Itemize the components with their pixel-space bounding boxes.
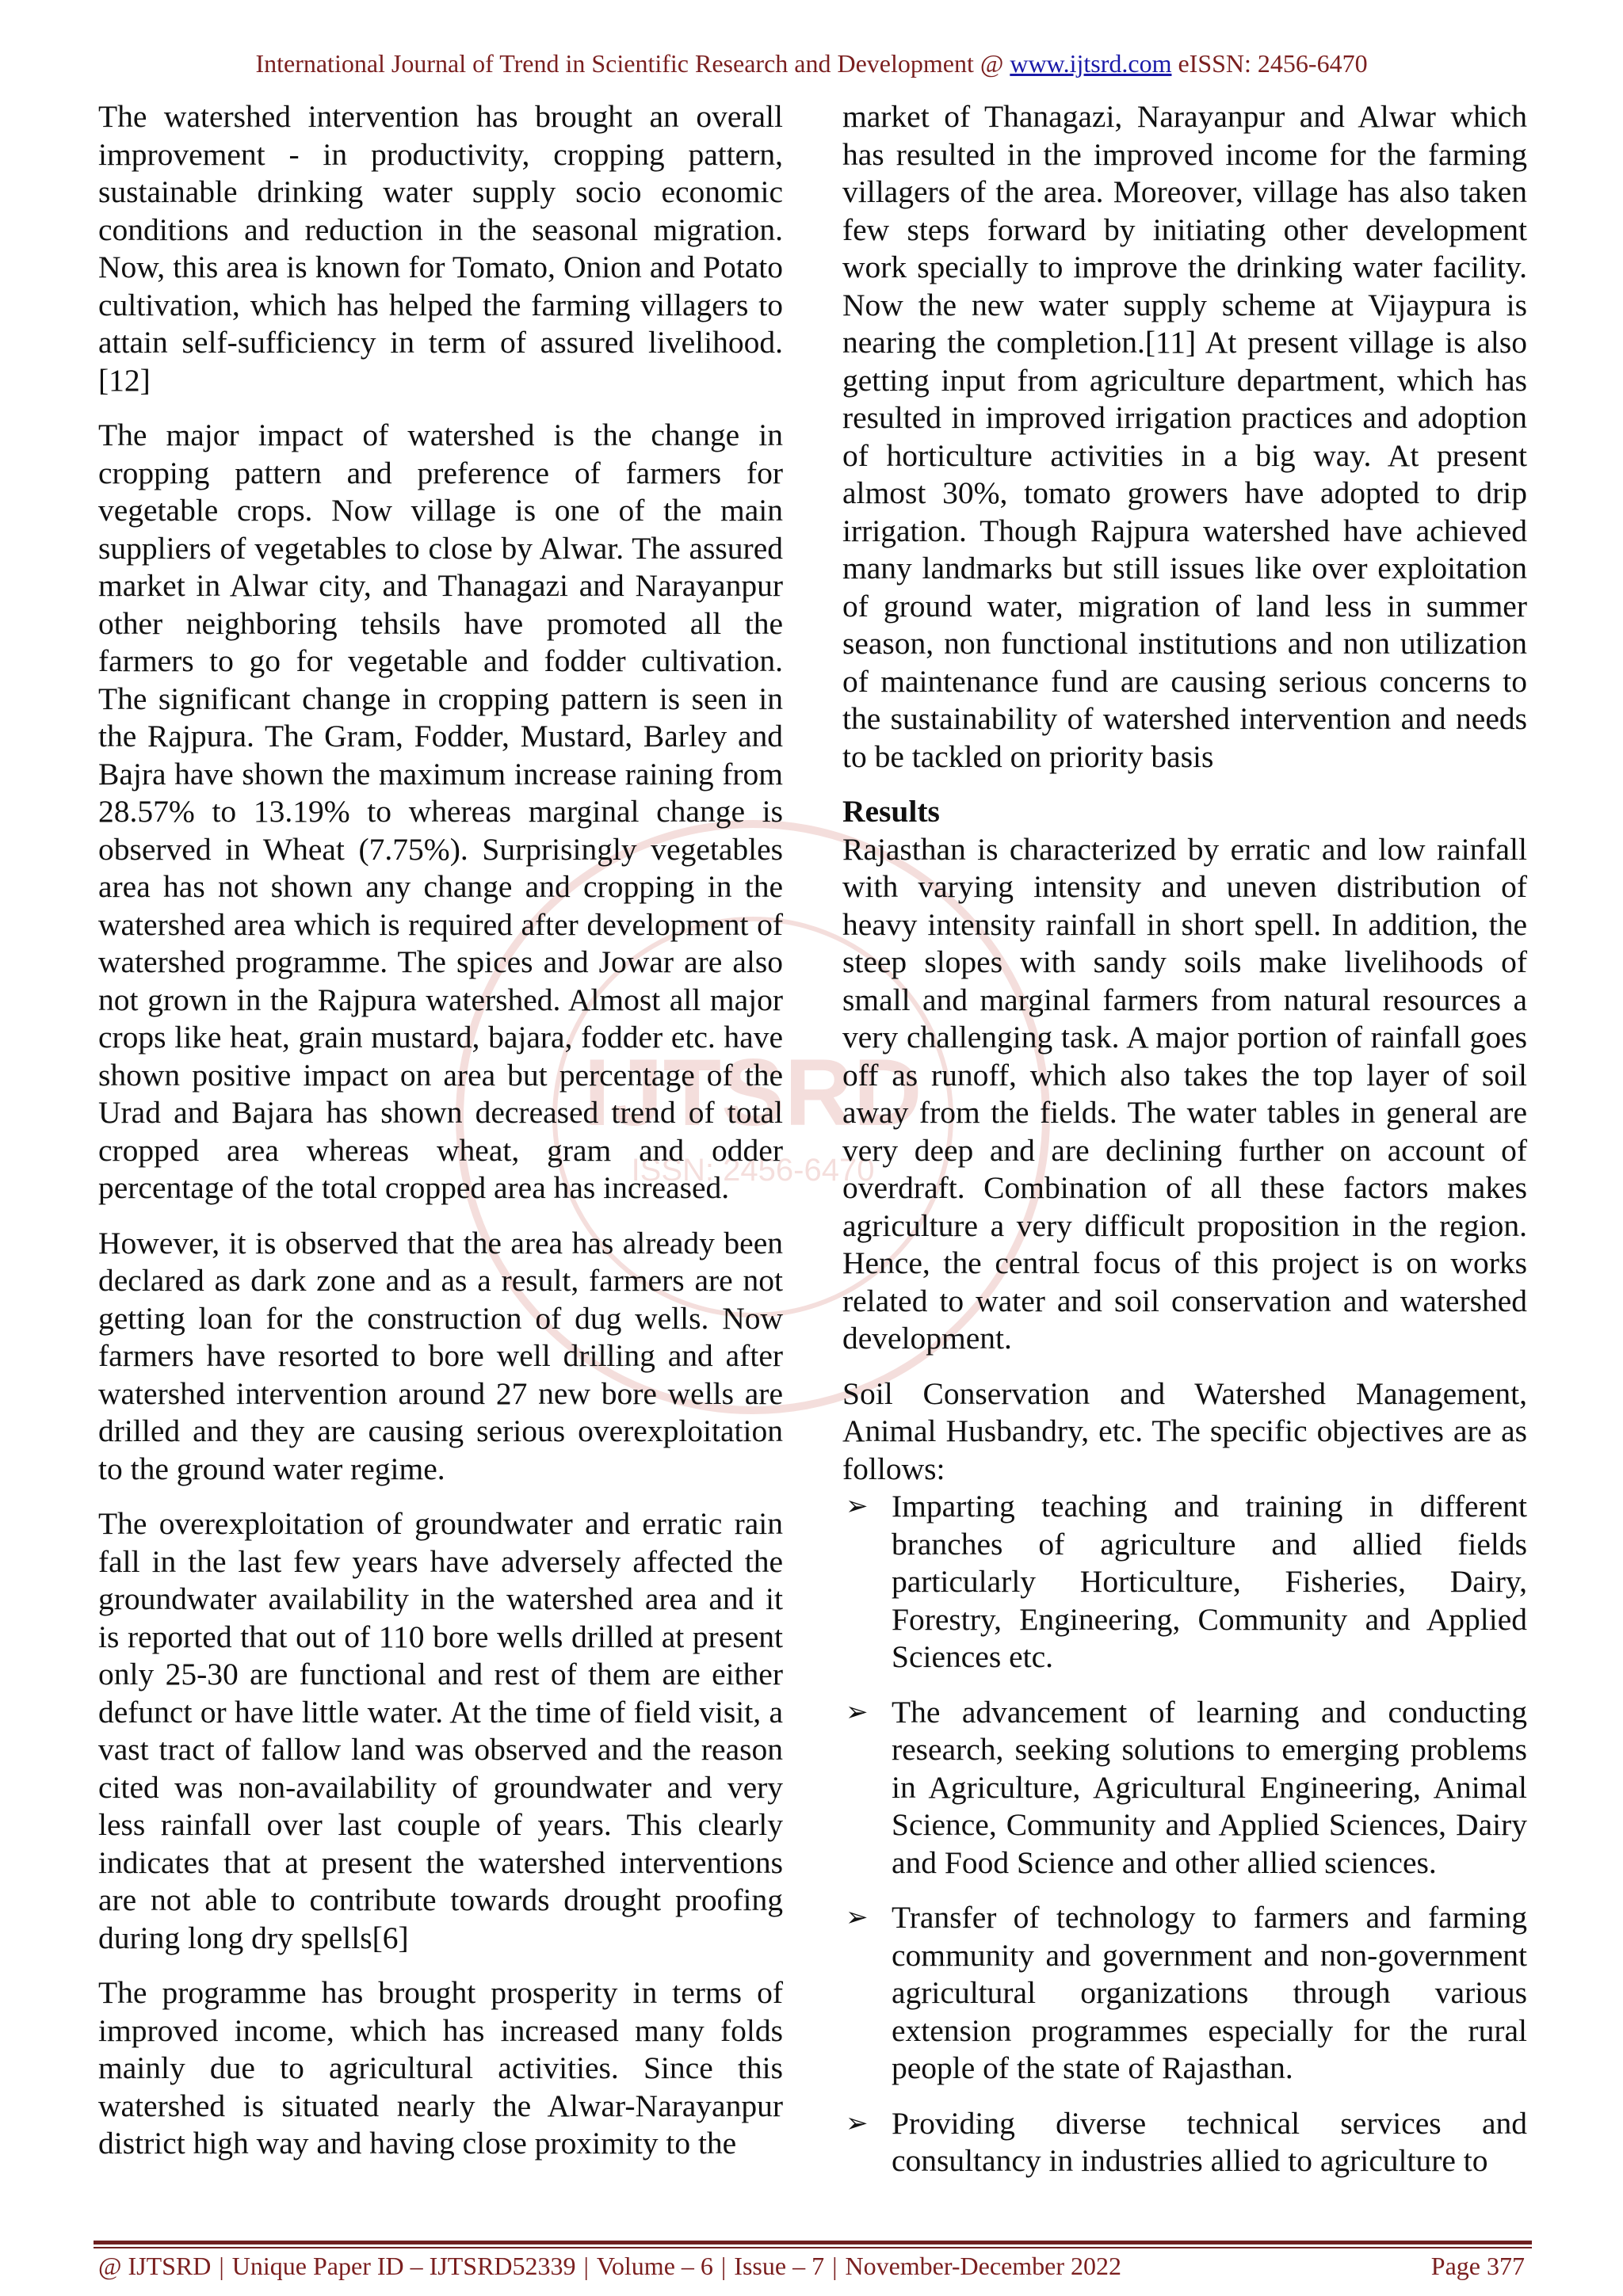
footer-divider-thin <box>94 2247 1532 2248</box>
footer-volume: Volume – 6 <box>596 2252 713 2280</box>
footer-meta: @ IJTSRD | Unique Paper ID – IJTSRD52339 | Volume – 6 | Issue – 7 | November-December 2022 <box>98 2252 1122 2280</box>
paragraph: The major impact of watershed is the change in cropping pattern and preference of farmers for vegetable crops. Now village is one of the main suppliers of vegetables to close by Alwar. The assured market in Alwar city, and Thanagazi and Narayanpur other neighboring tehsils have promoted all the farmers to go for vegetable and fodder cultivation. The significant change in cropping pattern is seen in the Rajpura. The Gram, Fodder, Mustard, Barley and Bajra have shown the maximum increase raining from 28.57% to 13.19% to whereas marginal change is observed in Wheat (7.75%). Surprisingly vegetables area has not shown any change and cropping in the watershed area which is required after development of watershed programme. The spices and Jowar are also not grown in the Rajpura watershed. Almost all major crops like heat, grain mustard, bajara, fodder etc. have shown positive impact on area but percentage of the Urad and Bajara has shown decreased trend of total cropped area whereas wheat, gram and odder percentage of the total cropped area has increased. <box>98 418 783 1205</box>
footer-divider <box>94 2241 1532 2245</box>
list-item <box>842 1694 1527 1882</box>
paragraph: The programme has brought prosperity in terms of improved income, which has increased many folds mainly due to agricultural activities. Since this watershed is situated nearly the Alwar-Narayanpur district high way and having close proximity to the <box>98 1975 783 2161</box>
list-item-text: The advancement of learning and conducting research, seeking solutions to emerging problems in Agriculture, Agricultural Engineering, Animal Science, Community and Applied Sciences, Dairy and Food Science and other allied sciences. <box>892 1694 1527 1880</box>
page-number: Page 377 <box>1430 2252 1525 2280</box>
left-column <box>98 98 783 2180</box>
journal-url-link[interactable]: www.ijtsrd.com <box>1010 49 1172 78</box>
list-item-text: Imparting teaching and training in different branches of agriculture and allied fields particularly Horticulture, Fisheries, Dairy, Forestry, Engineering, Community and Applied Sciences etc. <box>892 1489 1527 1674</box>
footer-journal: @ IJTSRD <box>98 2252 212 2280</box>
list-item <box>842 1899 1527 2088</box>
list-item-text: Providing diverse technical services and consultancy in industries allied to agriculture to <box>892 2105 1527 2178</box>
list-item <box>842 1488 1527 1676</box>
list-item <box>842 2105 1527 2180</box>
running-footer <box>98 2252 1525 2288</box>
paragraph: The overexploitation of groundwater and erratic rain fall in the last few years have adversely affected the groundwater availability in the watershed area and it is reported that out of 110 bore wells drilled at present only 25-30 are functional and rest of them are either defunct or have little water. At the time of field visit, a vast tract of fallow land was observed and the reason cited was non-availability of groundwater and very less rainfall over last couple of years. This clearly indicates that at present the watershed interventions are not able to contribute towards drought proofing during long dry spells[6] <box>98 1506 783 1955</box>
footer-issue: Issue – 7 <box>734 2252 825 2280</box>
list-item-text: Transfer of technology to farmers and farming community and government and non-government agricultural organizations through various extension programmes especially for the rural people of the state of Rajasthan. <box>892 1900 1527 2085</box>
section-heading-results: Results <box>842 794 940 829</box>
issn: eISSN: 2456-6470 <box>1178 49 1368 78</box>
paragraph: Soil Conservation and Watershed Management, Animal Husbandry, etc. The specific objectives are as follows: <box>842 1375 1527 1486</box>
paragraph: Rajasthan is characterized by erratic and low rainfall with varying intensity and uneven distribution of heavy intensity rainfall in short spell. In addition, the steep slopes with sandy soils make livelihoods of small and marginal farmers from natural resources a very challenging task. A major portion of rainfall goes off as runoff, which also takes the top layer of soil away from the fields. The water tables in general are very deep and are declining further on account of overdraft. Combination of all these factors makes agriculture a very difficult proposition in the region. Hence, the central focus of this project is on works related to water and soil conservation and watershed development. <box>842 831 1527 1356</box>
footer-paper-id: Unique Paper ID – IJTSRD52339 <box>231 2252 576 2280</box>
running-header <box>0 49 1623 78</box>
paragraph: However, it is observed that the area has already been declared as dark zone and as a result, farmers are not getting loan for the construction of dug wells. Now farmers have resorted to bore well drilling and after watershed intervention around 27 new bore wells are drilled and they are causing serious overexploitation to the ground water regime. <box>98 1225 783 1486</box>
paragraph: market of Thanagazi, Narayanpur and Alwar which has resulted in the improved income for the farming villagers of the area. Moreover, village has also taken few steps forward by initiating other development work specially to improve the drinking water facility. Now the new water supply scheme at Vijaypura is nearing the completion.[11] At present village is also getting input from agriculture department, which has resulted in improved irrigation practices and adoption of horticulture activities in a big way. At present almost 30%, tomato growers have adopted to drip irrigation. Though Rajpura watershed have achieved many landmarks but still issues like over exploitation of ground water, migration of land less in summer season, non functional institutions and non utilization of maintenance fund are causing serious concerns to the sustainability of watershed intervention and needs to be tackled on priority basis <box>842 99 1527 774</box>
footer-period: November-December 2022 <box>845 2252 1122 2280</box>
right-column <box>842 98 1527 2198</box>
journal-title: International Journal of Trend in Scientific Research and Development @ <box>255 49 1004 78</box>
arrow-bullet-icon: ➢ <box>846 1490 869 1522</box>
paragraph: The watershed intervention has brought an overall improvement - in productivity, cropping pattern, sustainable drinking water supply socio economic conditions and reduction in the seasonal migration. Now, this area is known for Tomato, Onion and Potato cultivation, which has helped the farming villagers to attain self-sufficiency in term of assured livelihood. [12] <box>98 99 783 398</box>
arrow-bullet-icon: ➢ <box>846 1901 869 1933</box>
arrow-bullet-icon: ➢ <box>846 1695 869 1728</box>
arrow-bullet-icon: ➢ <box>846 2107 869 2139</box>
svg-text:IJTSRD: IJTSRD <box>583 1039 922 1146</box>
svg-text:ISSN: 2456-6470: ISSN: 2456-6470 <box>631 1153 875 1188</box>
objectives-list <box>842 1488 1527 2180</box>
